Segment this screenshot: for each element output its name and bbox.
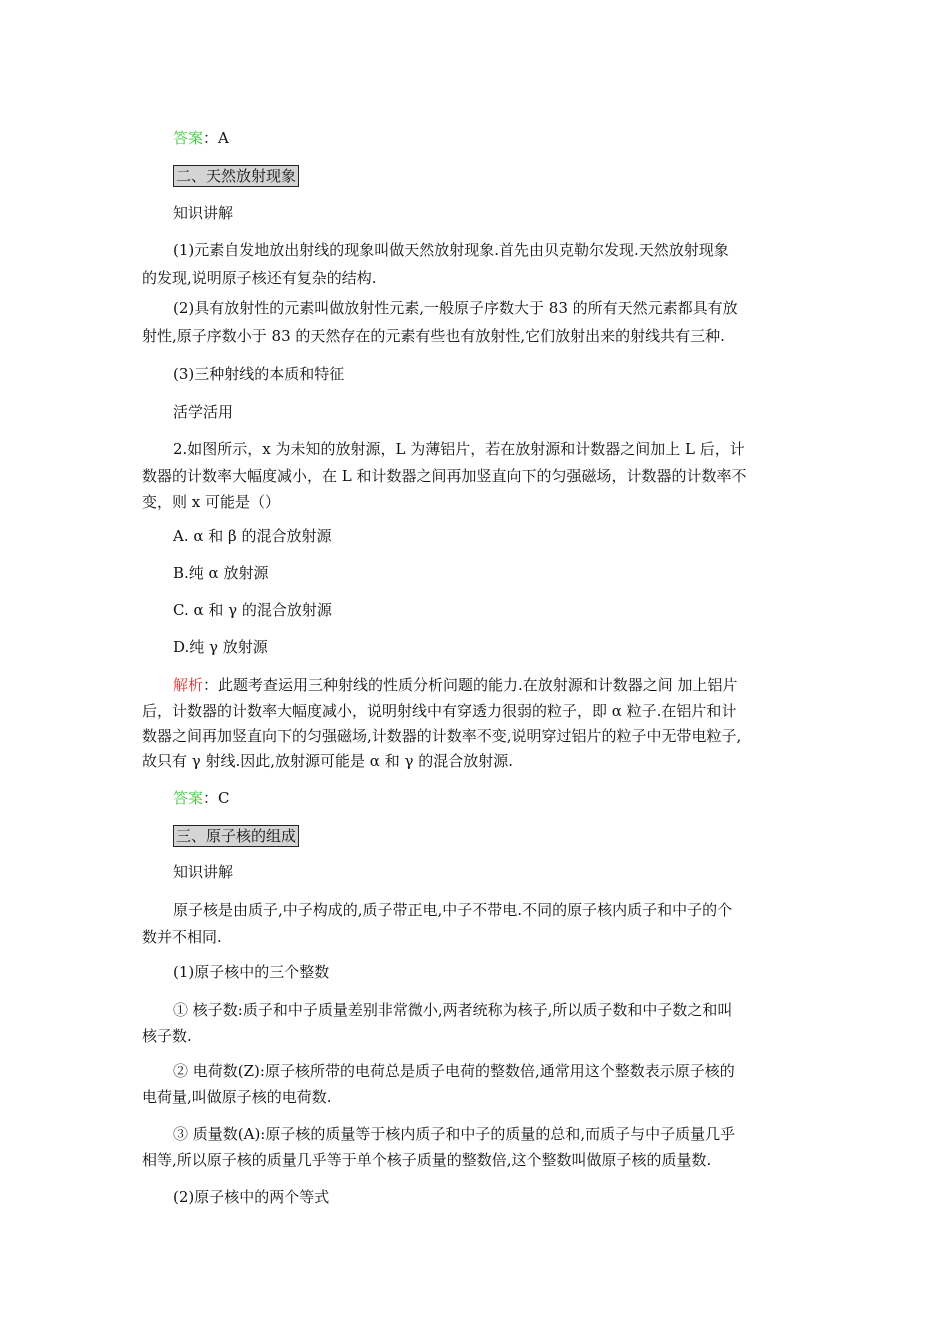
answer-line-2 [173,788,230,808]
option-d: D.纯 γ 放射源 [173,638,268,656]
paragraph-2-line-1: (2)具有放射性的元素叫做放射性元素,一般原子序数大于 83 的所有天然元素都具有放 [173,299,738,317]
option-c: C. α 和 γ 的混合放射源 [173,601,332,619]
practice-title: 活学活用 [173,403,234,421]
answer-sep: ： [203,129,219,147]
paragraph-1-line-2: 的发现,说明原子核还有复杂的结构. [142,269,377,287]
answer-line-1 [173,128,229,148]
answer-value: C [218,789,230,807]
answer-sep: ： [203,789,219,807]
analysis-line-1 [173,675,738,695]
section-heading-natural-radioactivity: 二、天然放射现象 [173,165,299,187]
paragraph-2-line-2: 射性,原子序数小于 83 的天然存在的元素有些也有放射性,它们放射出来的射线共有三种. [142,327,725,345]
item-2-line-1: ② 电荷数(Z):原子核所带的电荷总是质子电荷的整数倍,通常用这个整数表示原子核的 [173,1062,735,1080]
option-b: B.纯 α 放射源 [173,564,269,582]
intro-line-1: 原子核是由质子,中子构成的,质子带正电,中子不带电.不同的原子核内质子和中子的个 [173,901,733,919]
subheading-2: (2)原子核中的两个等式 [173,1188,330,1206]
item-1-line-1: ① 核子数:质子和中子质量差别非常微小,两者统称为核子,所以质子数和中子数之和叫 [173,1001,733,1019]
analysis-line-2: 后，计数器的计数率大幅度减小，说明射线中有穿透力很弱的粒子，即 α 粒子.在铝片和计 [142,702,737,720]
subheading-1: (1)原子核中的三个整数 [173,963,330,981]
knowledge-title: 知识讲解 [173,204,234,222]
answer-value: A [218,129,229,147]
analysis-label: 解析 [173,676,204,694]
question-line-2: 数器的计数率大幅度减小，在 L 和计数器之间再加竖直向下的匀强磁场，计数器的计数率不 [142,467,747,485]
item-3-line-2: 相等,所以原子核的质量几乎等于单个核子质量的整数倍,这个整数叫做原子核的质量数. [142,1151,712,1169]
analysis-line-3: 数器之间再加竖直向下的匀强磁场,计数器的计数率不变,说明穿过铝片的粒子中无带电粒子, [142,727,742,745]
paragraph-3: (3)三种射线的本质和特征 [173,365,345,383]
answer-label: 答案 [173,129,204,147]
analysis-line-4: 故只有 γ 射线.因此,放射源可能是 α 和 γ 的混合放射源. [142,752,513,770]
item-1-line-2: 核子数. [142,1027,192,1045]
question-line-1: 2.如图所示，x 为未知的放射源，L 为薄铝片，若在放射源和计数器之间加上 L 后，计 [173,440,745,458]
item-3-line-1: ③ 质量数(A):原子核的质量等于核内质子和中子的质量的总和,而质子与中子质量几乎 [173,1125,736,1143]
answer-label: 答案 [173,789,204,807]
knowledge-title-2: 知识讲解 [173,863,234,881]
option-a: A. α 和 β 的混合放射源 [173,527,332,545]
paragraph-1-line-1: (1)元素自发地放出射线的现象叫做天然放射现象.首先由贝克勒尔发现.天然放射现象 [173,241,729,259]
intro-line-2: 数并不相同. [142,928,222,946]
section-heading-nucleus-composition: 三、原子核的组成 [173,825,299,847]
item-2-line-2: 电荷量,叫做原子核的电荷数. [142,1088,332,1106]
analysis-text-1: ：此题考查运用三种射线的性质分析问题的能力.在放射源和计数器之间 加上铝片 [203,676,738,694]
question-line-3: 变，则 x 可能是（） [142,493,280,511]
